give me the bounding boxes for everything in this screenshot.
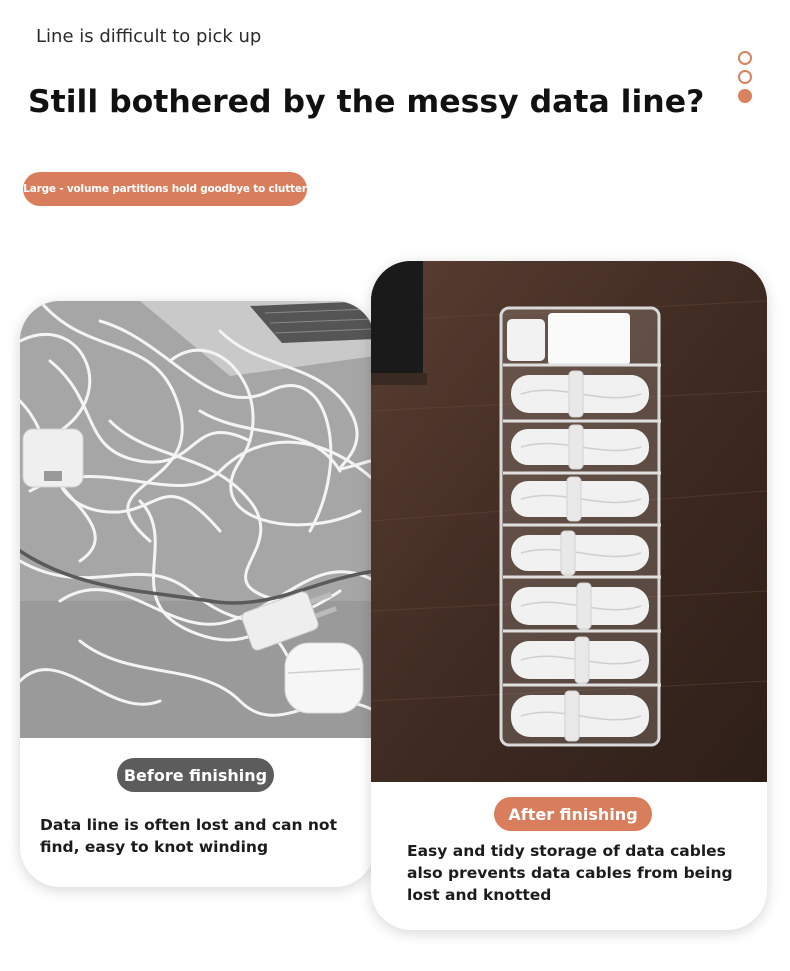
- after-card: [371, 261, 767, 930]
- carousel-dot-2[interactable]: [738, 70, 752, 84]
- messy-cables-illustration: [20, 301, 375, 738]
- before-label: Before finishing: [117, 758, 274, 792]
- feature-tag: Large - volume partitions hold goodbye to clutter: [23, 172, 307, 206]
- carousel-dots: [738, 51, 752, 108]
- organized-box-photo: [371, 261, 767, 782]
- carousel-dot-1[interactable]: [738, 51, 752, 65]
- after-label: After finishing: [494, 797, 652, 831]
- page-subtitle: Line is difficult to pick up: [36, 26, 262, 47]
- page-headline: Still bothered by the messy data line?: [28, 84, 705, 120]
- before-card: [20, 301, 375, 887]
- before-description: Data line is often lost and can not find, easy to knot winding: [40, 816, 337, 856]
- organized-box-illustration: [371, 261, 767, 782]
- carousel-dot-3-active[interactable]: [738, 89, 752, 103]
- messy-cables-photo: [20, 301, 375, 738]
- after-description: Easy and tidy storage of data cables also prevents data cables from being lost and knotted: [407, 842, 733, 904]
